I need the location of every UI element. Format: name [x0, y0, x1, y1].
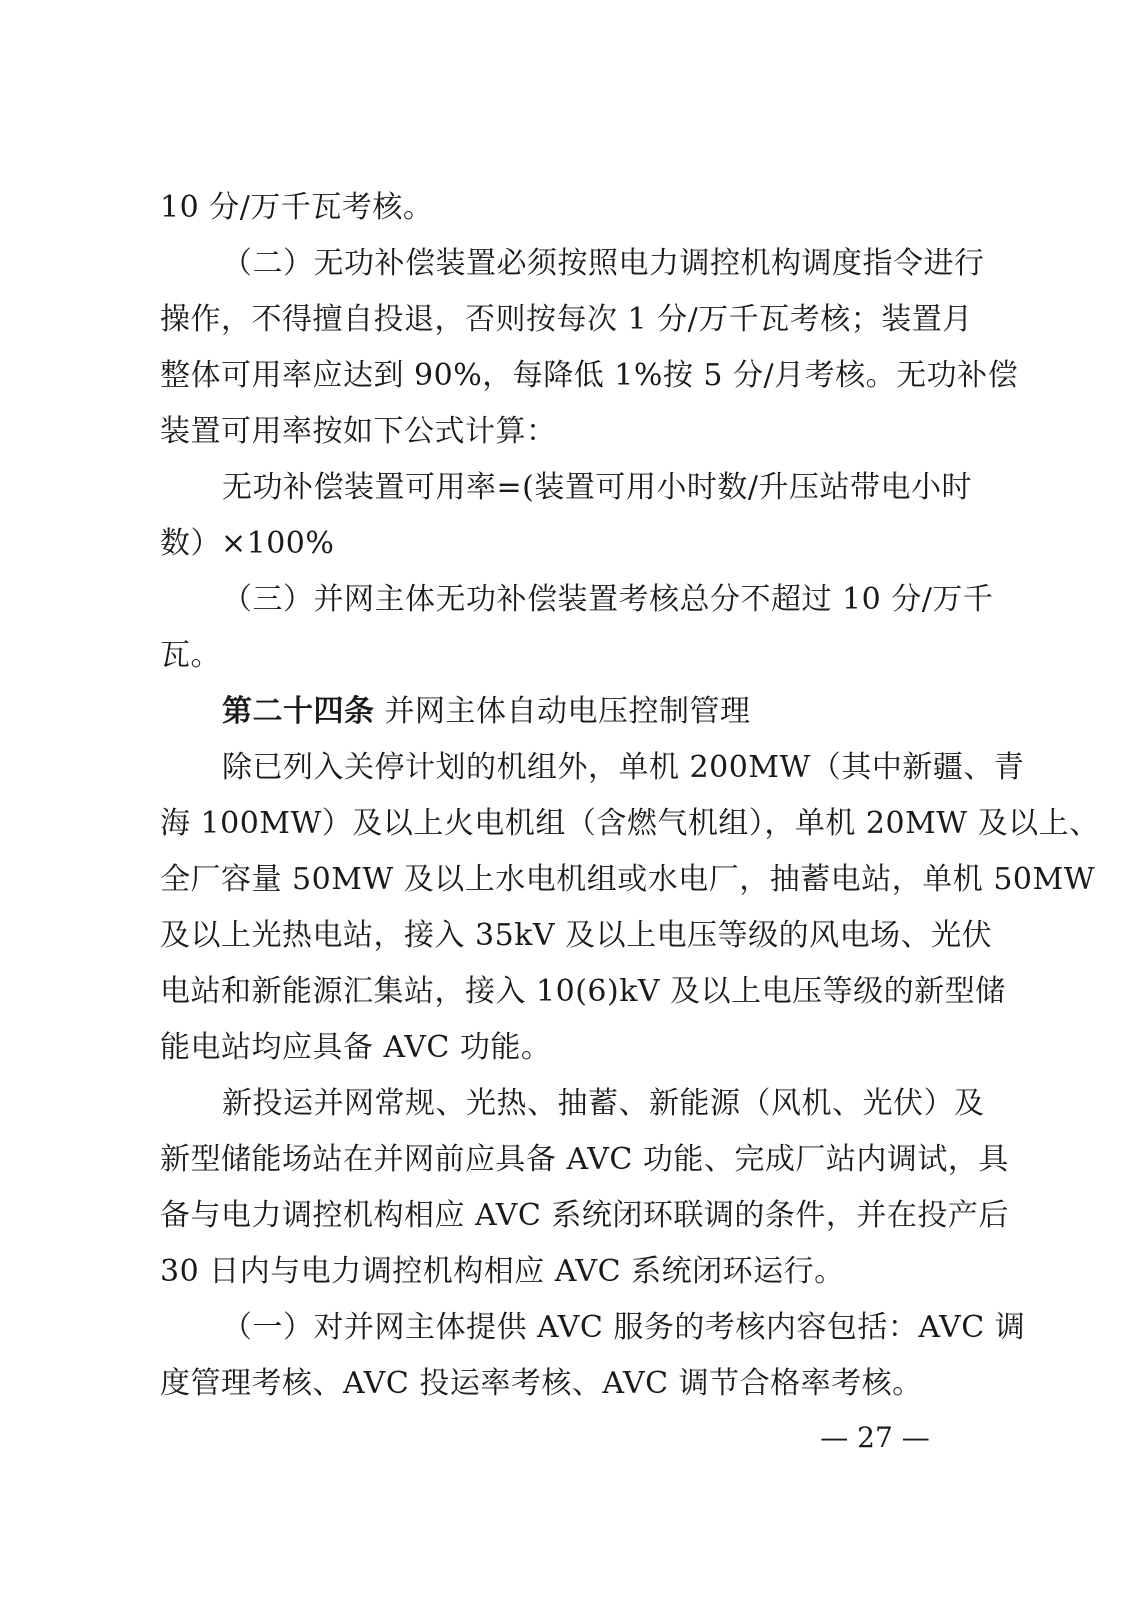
text-line: 30 日内与电力调控机构相应 AVC 系统闭环运行。 — [160, 1254, 845, 1289]
text-line: 装置可用率按如下公式计算： — [160, 414, 557, 449]
text-line: （一）对并网主体提供 AVC 服务的考核内容包括：AVC 调 — [222, 1310, 1026, 1345]
text-line: 新投运并网常规、光热、抽蓄、新能源（风机、光伏）及 — [222, 1086, 985, 1121]
text-line: 新型储能场站在并网前应具备 AVC 功能、完成厂站内调试，具 — [160, 1142, 1009, 1177]
text-line: 备与电力调控机构相应 AVC 系统闭环联调的条件，并在投产后 — [160, 1198, 1009, 1233]
text-line: 10 分/万千瓦考核。 — [160, 190, 434, 225]
text-line: 操作，不得擅自投退，否则按每次 1 分/万千瓦考核；装置月 — [160, 302, 973, 337]
body-text — [160, 180, 1100, 1412]
article-heading-line — [160, 684, 960, 740]
text-line: 能电站均应具备 AVC 功能。 — [160, 1030, 552, 1065]
text-line: 瓦。 — [160, 638, 221, 673]
text-line: 度管理考核、AVC 投运率考核、AVC 调节合格率考核。 — [160, 1366, 923, 1401]
page-number: — 27 — — [820, 1421, 930, 1454]
text-line: 全厂容量 50MW 及以上水电机组或水电厂，抽蓄电站，单机 50MW — [160, 862, 1096, 897]
text-line: 海 100MW）及以上火电机组（含燃气机组），单机 20MW 及以上、 — [160, 806, 1100, 841]
paragraph-3-line: （三）并网主体无功补偿装置考核总分不超过 10 分/万千 — [222, 582, 994, 617]
text-line: 整体可用率应达到 90%，每降低 1%按 5 分/月考核。无功补偿 — [160, 358, 1019, 393]
formula-line: 数）×100% — [160, 526, 335, 561]
formula-line: 无功补偿装置可用率=(装置可用小时数/升压站带电小时 — [222, 470, 972, 505]
article-title: 并网主体自动电压控制管理 — [384, 694, 751, 729]
paragraph-2-line: （二）无功补偿装置必须按照电力调控机构调度指令进行 — [222, 246, 985, 281]
text-line: 及以上光热电站，接入 35kV 及以上电压等级的风电场、光伏 — [160, 918, 993, 953]
text-line: 电站和新能源汇集站，接入 10(6)kV 及以上电压等级的新型储 — [160, 974, 1006, 1009]
article-number: 第二十四条 — [222, 694, 375, 729]
text-line: 除已列入关停计划的机组外，单机 200MW（其中新疆、青 — [222, 750, 1025, 785]
